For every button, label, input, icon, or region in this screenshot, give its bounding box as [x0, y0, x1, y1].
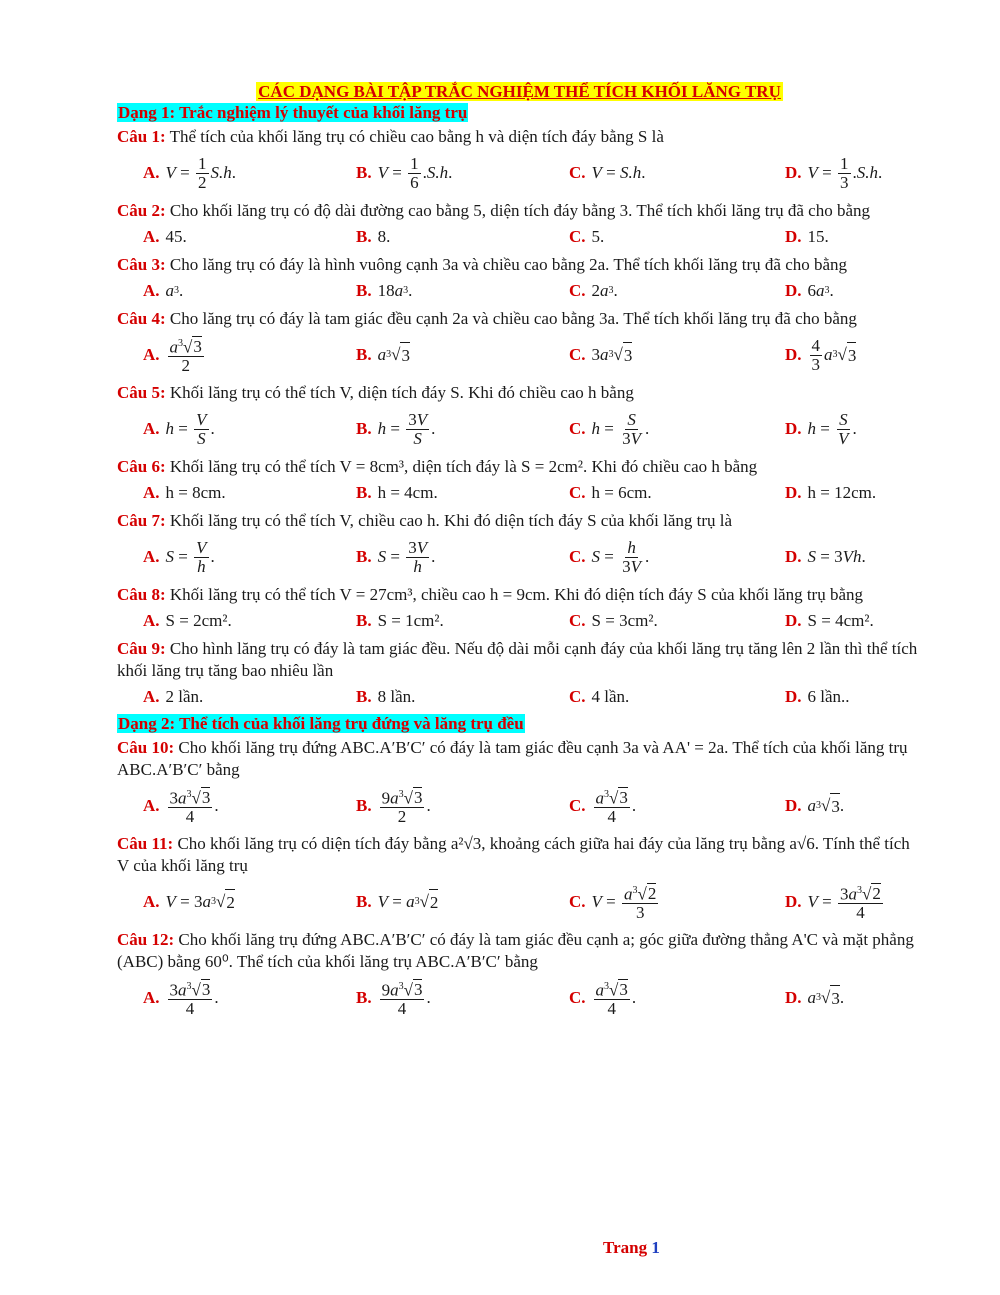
option-b[interactable]: B. V = a 3 √ 2: [356, 889, 569, 916]
question-10: [117, 737, 922, 781]
option-text: 4 lần.: [591, 687, 630, 706]
option-text: S = 4cm².: [807, 611, 874, 630]
options-row: [117, 879, 922, 925]
option-text: 45.: [165, 227, 187, 246]
question-text: Cho hình lăng trụ có đáy là tam giác đều. Nếu độ dài mỗi cạnh đáy của khối lăng trụ tăng lên 2 lần thì thể tích khối lăng trụ tăng bao nhiêu lần: [117, 639, 918, 680]
options-row: [117, 608, 922, 634]
option-a[interactable]: A. V = 3 a 3 √ 2: [143, 889, 356, 916]
question-9: [117, 638, 922, 682]
option-label: C.: [569, 892, 586, 911]
option-label: B.: [356, 796, 372, 815]
option-label: A.: [143, 345, 160, 364]
option-label: B.: [356, 547, 372, 566]
option-a[interactable]: [143, 480, 356, 506]
option-a[interactable]: A. $\frac{a^3√3}{2}$: [143, 335, 356, 376]
option-label: D.: [785, 483, 802, 502]
option-c[interactable]: C. h = $\frac{S}{3V}$ .: [569, 409, 650, 448]
option-label: B.: [356, 345, 372, 364]
question-text: Cho lăng trụ có đáy là hình vuông cạnh 3a và chiều cao bằng 2a. Thể tích khối lăng trụ đã cho bằng: [169, 255, 848, 274]
options-row: [117, 783, 922, 829]
option-label: C.: [569, 988, 586, 1007]
question-text: Cho khối lăng trụ đứng ABC.A′B′C′ có đáy là tam giác đều cạnh a; góc giữa đường thẳng A'C và mặt phẳng (ABC) bằng 60⁰. Thể tích của khối lăng trụ ABC.A′B′C′ bằng: [117, 930, 914, 971]
option-c[interactable]: C. S = $\frac{h}{3V}$ .: [569, 537, 650, 576]
option-d[interactable]: D. S = 3 Vh .: [785, 544, 866, 570]
question-label: Câu 4:: [117, 309, 166, 328]
option-label: B.: [356, 611, 372, 630]
question-11: [117, 833, 922, 877]
option-label: B.: [356, 163, 372, 182]
option-label: B.: [356, 483, 372, 502]
question-label: Câu 9:: [117, 639, 166, 658]
option-c[interactable]: C. V = $\frac{a^3√2}{3}$: [569, 882, 785, 923]
question-text: Khối lăng trụ có thể tích V, chiều cao h. Khi đó diện tích đáy S của khối lăng trụ là: [169, 511, 733, 530]
option-c[interactable]: C. 3 a 3 √ 3: [569, 342, 785, 369]
option-text: 8.: [377, 227, 391, 246]
option-text: S = 1cm².: [377, 611, 444, 630]
option-d[interactable]: [785, 684, 850, 710]
option-label: D.: [785, 547, 802, 566]
section-1-text: Dạng 1: Trắc nghiệm lý thuyết của khối lăng trụ: [118, 103, 468, 122]
option-label: C.: [569, 547, 586, 566]
question-12: [117, 929, 922, 973]
options-row: [117, 534, 922, 580]
question-label: Câu 3:: [117, 255, 166, 274]
options-row: [117, 278, 922, 304]
option-a[interactable]: A. S = $\frac{V}{h}$ .: [143, 537, 215, 576]
option-b[interactable]: B. a 3 √ 3: [356, 342, 569, 369]
option-label: A.: [143, 687, 160, 706]
options-row: [117, 224, 922, 250]
option-text: h = 8cm.: [165, 483, 226, 502]
question-7: [117, 510, 922, 532]
question-text: Thể tích của khối lăng trụ có chiều cao bằng h và diện tích đáy bằng S là: [169, 127, 664, 146]
question-4: [117, 308, 922, 330]
option-label: C.: [569, 281, 586, 300]
option-label: B.: [356, 687, 372, 706]
option-label: B.: [356, 281, 372, 300]
question-label: Câu 5:: [117, 383, 166, 402]
option-label: A.: [143, 227, 160, 246]
section-2-text: Dạng 2: Thể tích của khối lăng trụ đứng và lăng trụ đều: [118, 714, 524, 733]
question-text: Cho khối lăng trụ có diện tích đáy bằng a²√3, khoảng cách giữa hai đáy của lăng trụ bằng a√6. Tính thể tích V của khối lăng trụ: [117, 834, 910, 875]
option-text: 8 lần.: [377, 687, 416, 706]
option-c[interactable]: C. $\frac{a^3√3}{4}$ .: [569, 786, 785, 827]
option-d[interactable]: D. a 3 √ 3 .: [785, 793, 844, 820]
option-d[interactable]: [785, 608, 874, 634]
option-d[interactable]: [785, 224, 829, 250]
option-a[interactable]: [143, 608, 356, 634]
option-a[interactable]: A. $\frac{3a^3√3}{4}$ .: [143, 786, 356, 827]
options-row: [117, 975, 922, 1021]
option-c[interactable]: [569, 224, 785, 250]
option-d[interactable]: [785, 480, 876, 506]
option-label: D.: [785, 611, 802, 630]
option-label: C.: [569, 345, 586, 364]
option-b[interactable]: B. h = $\frac{3V}{S}$ .: [356, 409, 436, 448]
question-5: [117, 382, 922, 404]
option-text: 5.: [591, 227, 605, 246]
option-b[interactable]: [356, 684, 569, 710]
option-label: D.: [785, 687, 802, 706]
question-label: Câu 6:: [117, 457, 166, 476]
option-label: D.: [785, 163, 802, 182]
question-text: Cho khối lăng trụ đứng ABC.A′B′C′ có đáy là tam giác đều cạnh 3a và AA' = 2a. Thể tích của khối lăng trụ ABC.A′B′C′ bằng: [117, 738, 908, 779]
option-text: S = 2cm².: [165, 611, 232, 630]
option-c[interactable]: [569, 684, 785, 710]
option-c[interactable]: [569, 608, 785, 634]
question-1: [117, 126, 922, 148]
option-label: D.: [785, 345, 802, 364]
option-b[interactable]: [356, 224, 569, 250]
question-label: Câu 10:: [117, 738, 175, 757]
option-label: C.: [569, 796, 586, 815]
question-text: Cho lăng trụ có đáy là tam giác đều cạnh 2a và chiều cao bằng 3a. Thể tích khối lăng trụ đã cho bằng: [169, 309, 857, 328]
option-a[interactable]: A. h = $\frac{V}{S}$ .: [143, 409, 215, 448]
option-label: A.: [143, 547, 160, 566]
options-row: [117, 684, 922, 710]
option-b[interactable]: B. $\frac{9a^3√3}{2}$ .: [356, 786, 569, 827]
option-d[interactable]: D. $\frac{4}{3}$ a 3 √ 3: [785, 335, 857, 374]
page-title-text: CÁC DẠNG BÀI TẬP TRẮC NGHIỆM THỂ TÍCH KHỐI LĂNG TRỤ: [258, 82, 781, 101]
option-b[interactable]: B. S = $\frac{3V}{h}$ .: [356, 537, 436, 576]
option-b[interactable]: [356, 480, 569, 506]
section-heading-1: [117, 103, 922, 123]
option-label: A.: [143, 611, 160, 630]
option-label: C.: [569, 163, 586, 182]
option-label: A.: [143, 419, 160, 438]
question-6: [117, 456, 922, 478]
option-label: A.: [143, 281, 160, 300]
options-row: [117, 480, 922, 506]
option-label: D.: [785, 988, 802, 1007]
option-d[interactable]: D. h = $\frac{S}{V}$ .: [785, 409, 857, 448]
question-label: Câu 12:: [117, 930, 175, 949]
page-title: [117, 82, 922, 102]
option-label: B.: [356, 988, 372, 1007]
option-label: C.: [569, 483, 586, 502]
option-label: B.: [356, 419, 372, 438]
option-d[interactable]: D. a 3 √ 3 .: [785, 985, 844, 1012]
options-row: [117, 406, 922, 452]
option-d[interactable]: D. 6 a 3 .: [785, 278, 834, 304]
option-d[interactable]: D. V = $\frac{1}{3}$ . S.h .: [785, 153, 883, 192]
option-label: D.: [785, 796, 802, 815]
option-text: S = 3cm².: [591, 611, 658, 630]
option-label: A.: [143, 163, 160, 182]
option-b[interactable]: B. $\frac{9a^3√3}{4}$ .: [356, 978, 569, 1019]
option-a[interactable]: A. V = $\frac{1}{2}$ S.h .: [143, 153, 237, 192]
question-text: Khối lăng trụ có thể tích V = 27cm³, chiều cao h = 9cm. Khi đó diện tích đáy S của khối lăng trụ bằng: [169, 585, 864, 604]
question-2: [117, 200, 922, 222]
footer-word: Trang: [603, 1238, 648, 1257]
option-c[interactable]: C. $\frac{a^3√3}{4}$ .: [569, 978, 785, 1019]
page-number: 1: [651, 1238, 660, 1257]
option-label: C.: [569, 227, 586, 246]
option-a[interactable]: [143, 224, 356, 250]
option-text: h = 12cm.: [807, 483, 877, 502]
option-label: A.: [143, 892, 160, 911]
question-label: Câu 1:: [117, 127, 166, 146]
option-label: A.: [143, 796, 160, 815]
question-text: Cho khối lăng trụ có độ dài đường cao bằng 5, diện tích đáy bằng 3. Thể tích khối lăng trụ đã cho bằng: [169, 201, 871, 220]
option-label: C.: [569, 687, 586, 706]
option-c[interactable]: C. V = S.h .: [569, 160, 785, 186]
page-footer: [603, 1238, 660, 1258]
option-text: 15.: [807, 227, 829, 246]
option-label: D.: [785, 892, 802, 911]
question-3: [117, 254, 922, 276]
question-label: Câu 11:: [117, 834, 174, 853]
section-heading-2: [117, 714, 922, 734]
document-page: [117, 82, 922, 1025]
option-c[interactable]: [569, 480, 785, 506]
option-label: A.: [143, 988, 160, 1007]
option-label: D.: [785, 227, 802, 246]
option-label: A.: [143, 483, 160, 502]
option-d[interactable]: D. V = $\frac{3a^3√2}{4}$: [785, 882, 885, 923]
question-text: Khối lăng trụ có thể tích V = 8cm³, diện tích đáy là S = 2cm². Khi đó chiều cao h bằng: [169, 457, 758, 476]
question-label: Câu 8:: [117, 585, 166, 604]
option-text: h = 6cm.: [591, 483, 652, 502]
option-a[interactable]: A. $\frac{3a^3√3}{4}$ .: [143, 978, 356, 1019]
option-c[interactable]: C. 2 a 3 .: [569, 278, 785, 304]
option-a[interactable]: A. a 3 .: [143, 278, 356, 304]
option-b[interactable]: B. 18 a 3 .: [356, 278, 569, 304]
option-label: D.: [785, 419, 802, 438]
option-text: 2 lần.: [165, 687, 204, 706]
question-label: Câu 2:: [117, 201, 166, 220]
question-text: Khối lăng trụ có thể tích V, diện tích đáy S. Khi đó chiều cao h bằng: [169, 383, 634, 402]
option-label: B.: [356, 892, 372, 911]
option-a[interactable]: [143, 684, 356, 710]
option-b[interactable]: [356, 608, 569, 634]
option-label: C.: [569, 611, 586, 630]
options-row: [117, 332, 922, 378]
options-row: [117, 150, 922, 196]
option-text: h = 4cm.: [377, 483, 438, 502]
question-label: Câu 7:: [117, 511, 166, 530]
question-8: [117, 584, 922, 606]
option-text: 6 lần..: [807, 687, 850, 706]
option-label: D.: [785, 281, 802, 300]
option-label: B.: [356, 227, 372, 246]
option-label: C.: [569, 419, 586, 438]
option-b[interactable]: B. V = $\frac{1}{6}$ . S.h .: [356, 153, 453, 192]
